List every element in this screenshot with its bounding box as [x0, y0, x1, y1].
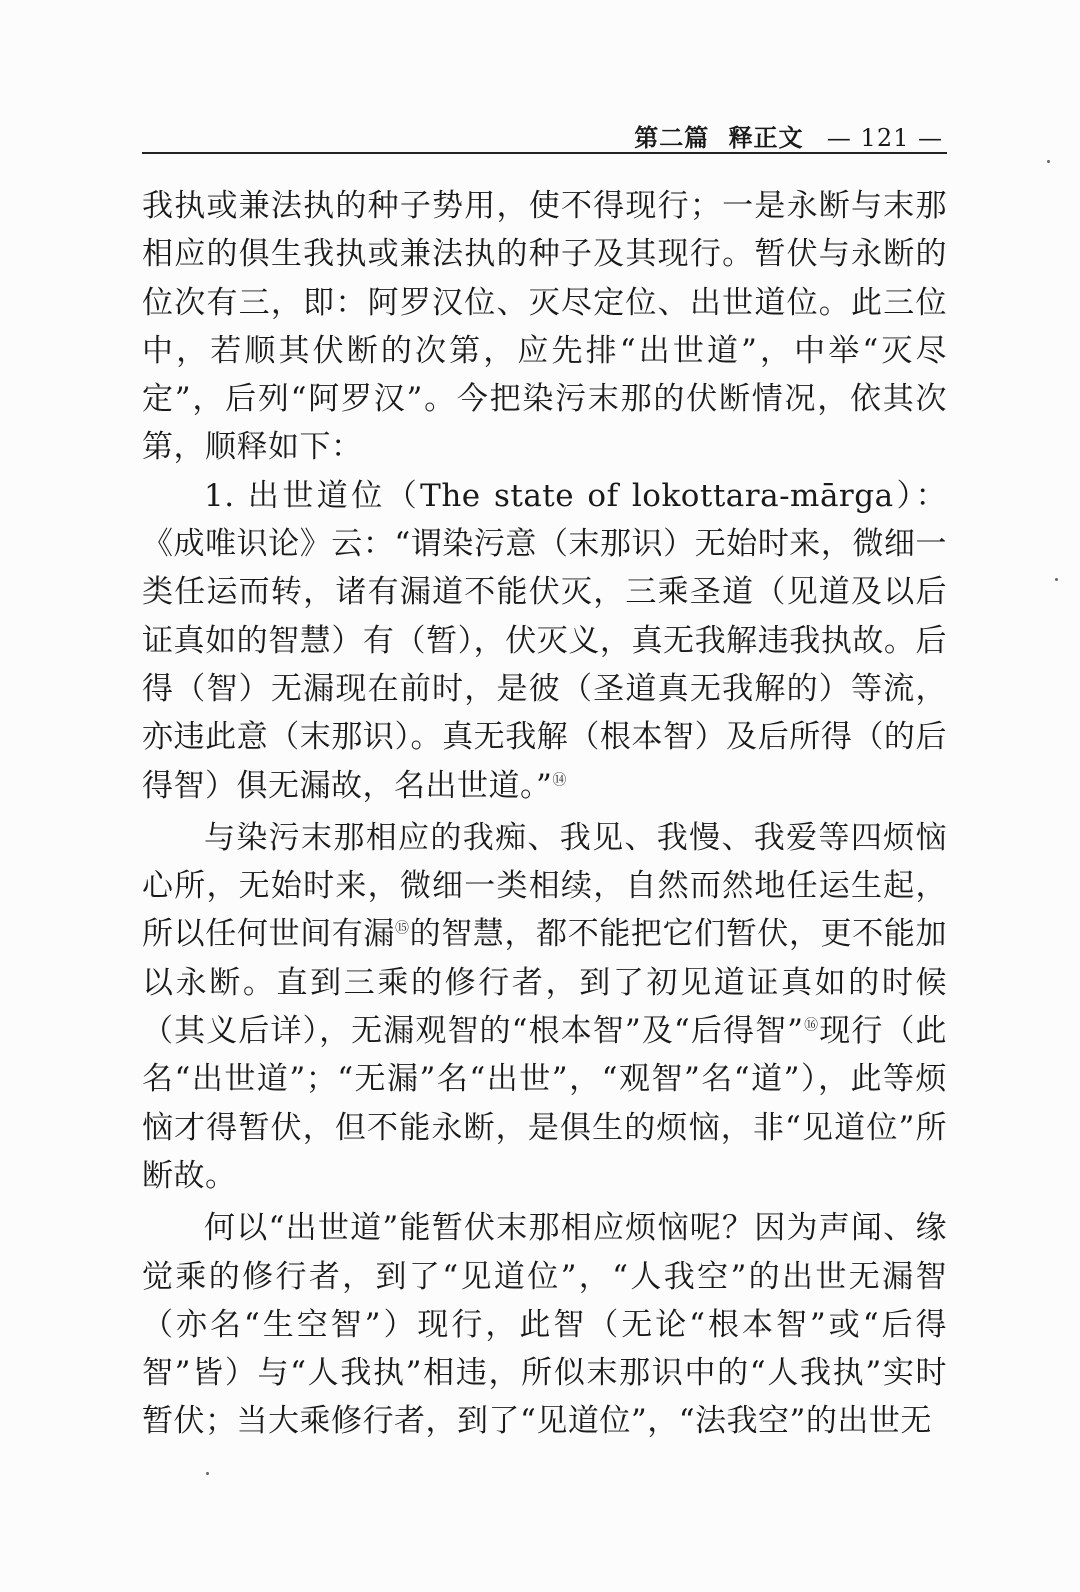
header-page-number: — 121 — — [826, 124, 943, 152]
paragraph-numbered-item — [142, 472, 947, 810]
paragraph-text: 我执或兼法执的种子势用，使不得现行；一是永断与末那相应的俱生我执或兼法执的种子及其现行。暂伏与永断的位次有三，即：阿罗汉位、灭尽定位、出世道位。此三位中，若顺其伏断的次第，应先排“出世道”，中举“灭尽定”，后列“阿罗汉”。今把染污末那的伏断情况，依其次第，顺释如下： — [142, 188, 947, 466]
scan-speck — [1047, 160, 1050, 163]
paragraph-text: 现行（此名“出世道”；“无漏”名“出世”，“观智”名“道”），此等烦恼才得暂伏，但不能永断，是俱生的烦恼，非“见道位”所断故。 — [142, 1013, 948, 1194]
paragraph-text: 的智慧，都不能把它们暂伏，更不能加以永断。直到三乘的修行者，到了初见道证真如的时候（其义后详），无漏观智的“根本智”及“后得智” — [142, 916, 948, 1050]
body-text — [142, 182, 947, 1446]
paragraph-text: 1. 出世道位（The state of lokottara-mārga）：《成唯识论》云：“谓染污意（末那识）无始时来，微细一类任运而转，诸有漏道不能伏灭，三乘圣道（见道及以后证真如的智慧）有（暂），伏灭义，真无我解违我执故。后得（智）无漏现在前时，是彼（圣道真无我解的）等流，亦违此意（末那识）。真无我解（根本智）及后所得（的后得智）俱无漏故，名出世道。” — [142, 477, 947, 804]
paragraph-text: 与染污末那相应的我痴、我见、我慢、我爱等四烦恼心所，无始时来，微细一类相续，自然而然地任运生起，所以任何世间有漏 — [142, 819, 947, 953]
header-part: 第二篇 — [634, 123, 710, 152]
paragraph — [142, 1204, 947, 1445]
footnote-marker: ⑭ — [552, 772, 567, 789]
running-header — [142, 118, 947, 154]
header-chapter: 释正文 — [728, 123, 804, 152]
scan-speck — [206, 1472, 209, 1475]
footnote-marker: ⑮ — [394, 921, 410, 938]
paragraph-text: 何以“出世道”能暂伏末那相应烦恼呢？因为声闻、缘觉乘的修行者，到了“见道位”，“人我空”的出世无漏智（亦名“生空智”）现行，此智（无论“根本智”或“后得智”皆）与“人我执”相违，所似末那识中的“人我执”实时暂伏；当大乘修行者，到了“见道位”，“法我空”的出世无 — [142, 1210, 947, 1440]
scan-speck — [1055, 578, 1058, 581]
paragraph — [142, 814, 947, 1200]
paragraph-continued — [142, 182, 947, 472]
footnote-marker: ⑯ — [803, 1017, 820, 1034]
